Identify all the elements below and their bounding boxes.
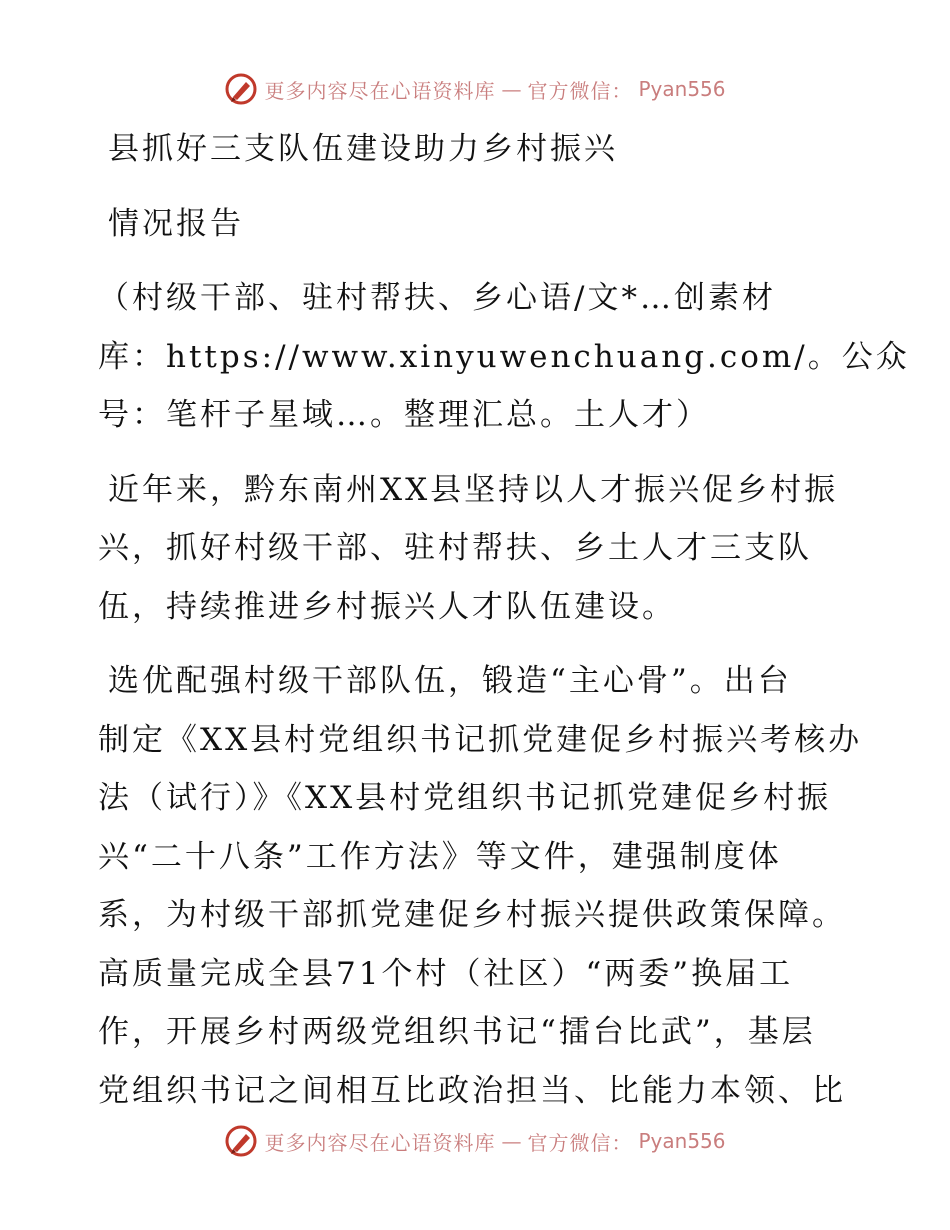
watermark-main-text: 更多内容尽在心语资料库: [264, 78, 496, 103]
footer-watermark: [0, 1124, 950, 1158]
pen-logo-icon: [224, 1124, 258, 1158]
note-line: 号：笔杆子星域…。整理汇总。土人才）: [98, 397, 710, 433]
header-watermark: [0, 72, 950, 106]
paragraph-line: 党组织书记之间相互比政治担当、比能力本领、比: [98, 1072, 846, 1109]
paragraph-line: 高质量完成全县71个村（社区）“两委”换届工: [98, 955, 794, 992]
watermark-official-label: 官方微信：: [527, 1130, 633, 1155]
paragraph-village-cadres: [98, 652, 868, 1120]
paragraph-line: 系，为村级干部抓党建促乡村振兴提供政策保障。: [98, 897, 846, 933]
paragraph-line: 作，开展乡村两级党组织书记“擂台比武”，基层: [98, 1014, 816, 1050]
paragraph-intro: [98, 461, 868, 637]
paragraph-line: 兴，抓好村级干部、驻村帮扶、乡土人才三支队: [98, 530, 812, 566]
paragraph-line: 近年来，黔东南州XX县坚持以人才振兴促乡村振: [108, 471, 839, 508]
watermark-separator: —: [501, 1129, 522, 1153]
paragraph-line: 制定《XX县村党组织书记抓党建促乡村振兴考核办: [98, 721, 863, 758]
paragraph-line: 伍，持续推进乡村振兴人才队伍建设。: [98, 588, 676, 625]
paragraph-line: 法（试行）》《XX县村党组织书记抓党建促乡村振: [98, 780, 832, 816]
document-body: [98, 120, 910, 1120]
watermark-main-text: 更多内容尽在心语资料库: [264, 1130, 496, 1155]
note-line: （村级干部、驻村帮扶、乡心语/文*…创素材: [98, 280, 776, 316]
note-line: 库：https://www.xinyuwenchuang.com/。公众: [98, 338, 910, 375]
source-note: [98, 269, 910, 445]
document-title: 县抓好三支队伍建设助力乡村振兴: [108, 131, 618, 167]
pen-logo-icon: [224, 72, 258, 106]
paragraph-line: 选优配强村级干部队伍，锻造“主心骨”。出台: [108, 663, 792, 699]
document-subtitle: 情况报告: [108, 205, 244, 242]
watermark-separator: —: [501, 77, 522, 101]
watermark-wechat-id: Pyan556: [638, 1129, 726, 1153]
watermark-wechat-id: Pyan556: [638, 77, 726, 101]
paragraph-line: 兴“二十八条”工作方法》等文件，建强制度体: [98, 838, 782, 875]
watermark-official-label: 官方微信：: [527, 78, 633, 103]
